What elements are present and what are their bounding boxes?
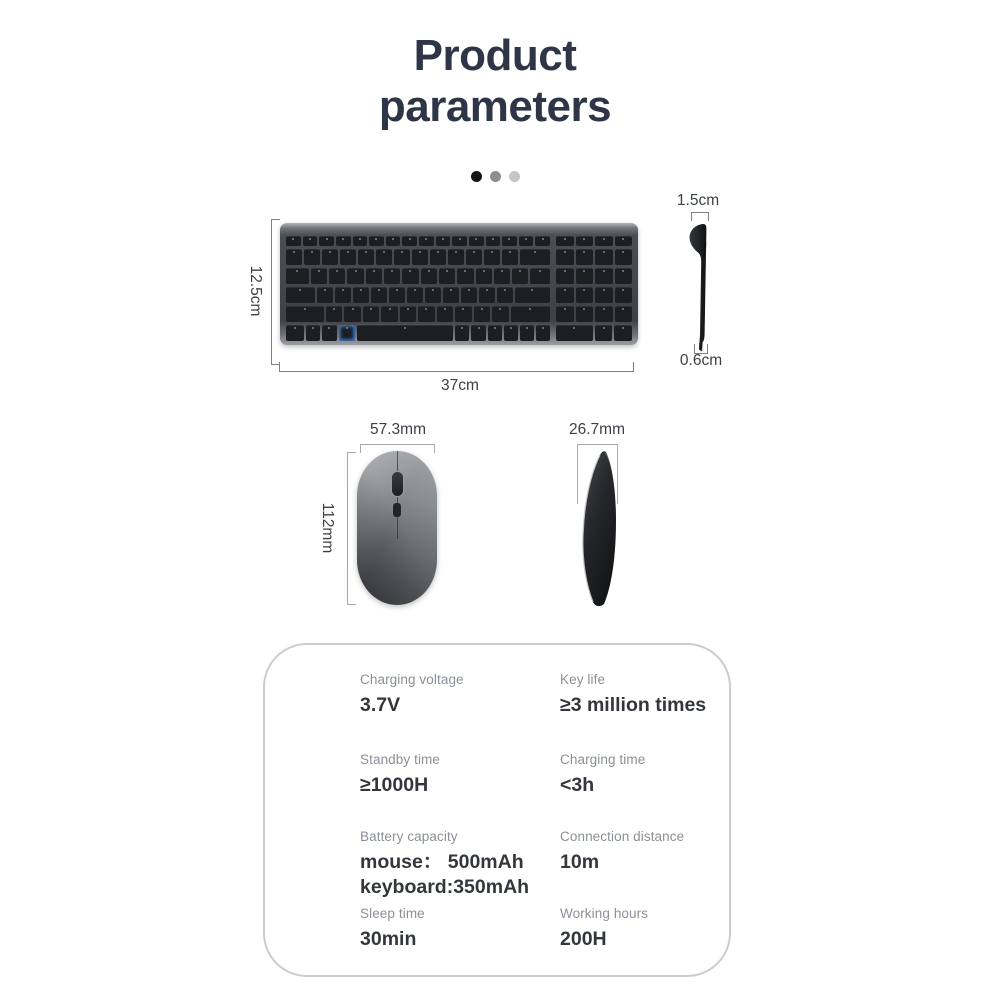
spec-battery-capacity <box>360 829 560 906</box>
spec-label: Connection distance <box>560 829 685 844</box>
keyboard-side-top-bracket <box>691 212 709 221</box>
spec-value: ≥1000H <box>360 774 429 796</box>
spec-label: Charging voltage <box>360 672 464 687</box>
spec-label: Working hours <box>560 906 649 921</box>
spec-value: 200H <box>560 928 607 950</box>
spec-label: Sleep time <box>360 906 425 921</box>
mouse-dpi-button <box>393 503 401 517</box>
keyboard-side-top-dimension: 1.5cm <box>676 192 720 209</box>
keyboard-height-dimension: 12.5cm <box>247 265 264 317</box>
mouse-length-bracket <box>347 452 356 605</box>
carousel-dot-active[interactable] <box>471 171 482 182</box>
spec-value: 10m <box>560 851 600 873</box>
keyboard-side-view-image <box>686 222 710 354</box>
mouse-top-view-image <box>357 451 437 605</box>
mouse-scroll-wheel <box>391 471 404 497</box>
page-title <box>0 30 990 132</box>
keyboard-side-bottom-dimension: 0.6cm <box>679 352 723 369</box>
mouse-width-dimension: 57.3mm <box>370 421 426 438</box>
spec-charging-time <box>560 752 719 829</box>
spec-label: Key life <box>560 672 606 687</box>
mouse-side-width-dimension: 26.7mm <box>569 421 625 438</box>
specs-panel <box>263 643 731 977</box>
spec-charging-voltage <box>360 672 560 752</box>
spec-sleep-time <box>360 906 560 952</box>
keyboard-width-bracket <box>279 362 634 372</box>
spec-label: Charging time <box>560 752 646 767</box>
spec-standby-time <box>360 752 560 829</box>
mouse-side-view-image <box>576 450 620 608</box>
page-title-line2: parameters <box>378 82 612 132</box>
spec-label: Standby time <box>360 752 440 767</box>
carousel-dot[interactable] <box>509 171 520 182</box>
spec-key-life <box>560 672 719 752</box>
keyboard-keys-main <box>286 236 550 341</box>
spec-value: mouse： 500mAh <box>360 851 524 873</box>
carousel-dot[interactable] <box>490 171 501 182</box>
spec-value: <3h <box>560 774 595 796</box>
keyboard-height-bracket <box>271 219 280 365</box>
spec-value: 3.7V <box>360 694 401 716</box>
spec-connection-distance <box>560 829 719 906</box>
specs-grid <box>360 672 719 952</box>
keyboard-keys-numpad <box>556 236 632 341</box>
keyboard-top-view-image <box>280 223 638 345</box>
keyboard-width-dimension: 37cm <box>441 377 479 394</box>
carousel-dots <box>0 171 990 182</box>
spec-label: Battery capacity <box>360 829 458 844</box>
spec-value-line2: keyboard:350mAh <box>360 876 530 898</box>
spec-value: 30min <box>360 928 417 950</box>
keyboard-keys <box>286 236 632 341</box>
mouse-length-dimension: 112mm <box>319 502 336 554</box>
mouse-seam-line-lower <box>397 517 398 539</box>
page-title-line1: Product <box>413 31 577 80</box>
spec-working-hours <box>560 906 719 952</box>
spec-value: ≥3 million times <box>560 694 707 716</box>
